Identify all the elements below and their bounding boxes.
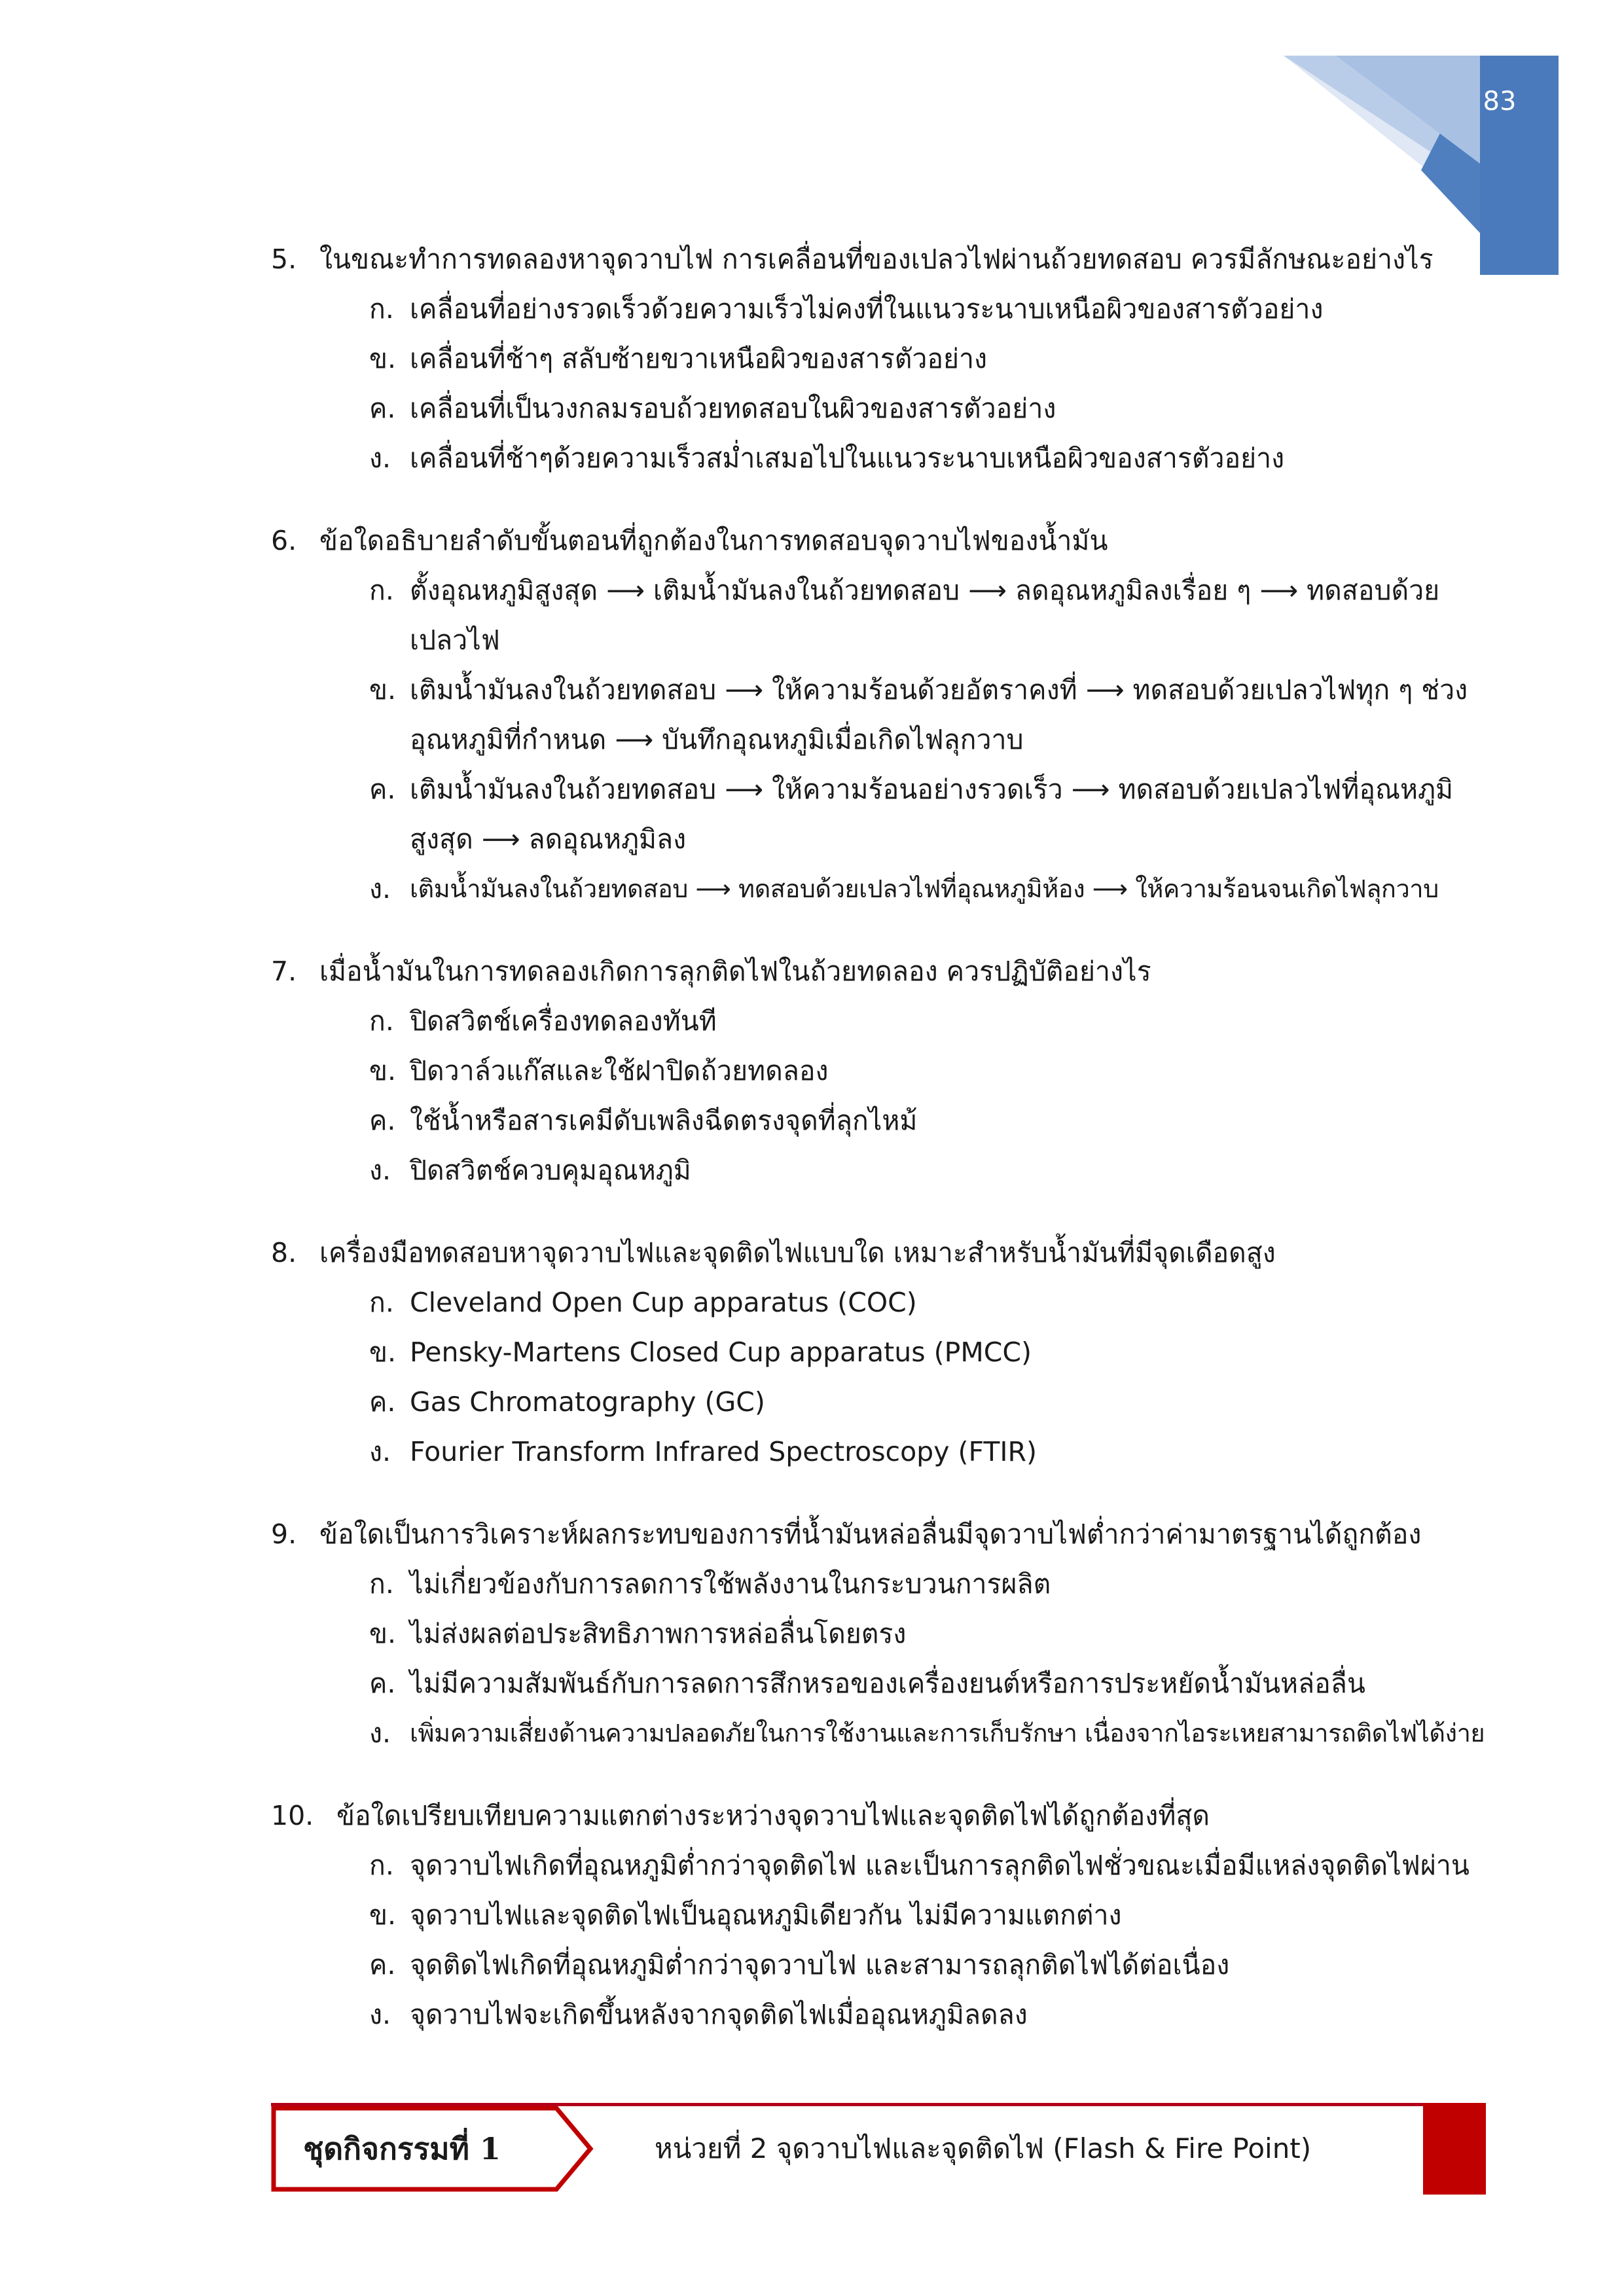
option-text: เคลื่อนที่อย่างรวดเร็วด้วยความเร็วไม่คงที่ในแนวระนาบเหนือผิวของสารตัวอย่าง: [410, 293, 1324, 325]
option: [369, 1145, 1489, 1195]
option-label: ค.: [369, 1668, 396, 1699]
option: [369, 1940, 1489, 1990]
option-label: ข.: [369, 1618, 397, 1649]
question-stem: ข้อใดเปรียบเทียบความแตกต่างระหว่างจุดวาบไฟและจุดติดไฟได้ถูกต้องที่สุด: [336, 1800, 1210, 1831]
option-label: ข.: [369, 1336, 397, 1368]
option: [369, 1840, 1489, 1890]
question-stem: เครื่องมือทดสอบหาจุดวาบไฟและจุดติดไฟแบบใด เหมาะสำหรับน้ำมันที่มีจุดเดือดสูง: [319, 1237, 1276, 1268]
question-text: [271, 1791, 1489, 1840]
question-text: [271, 516, 1489, 565]
question-5: [271, 234, 1489, 483]
option-text: Pensky-Martens Closed Cup apparatus (PMCC): [410, 1336, 1032, 1368]
option: [369, 284, 1489, 334]
option-text: จุดวาบไฟจะเกิดขึ้นหลังจากจุดติดไฟเมื่ออุณหภูมิลดลง: [410, 1999, 1028, 2030]
option: [369, 1278, 1489, 1327]
option-label: ก.: [369, 293, 394, 325]
corner-decoration: [1284, 0, 1624, 275]
option-label: ก.: [369, 1568, 394, 1600]
option-text: Fourier Transform Infrared Spectroscopy (FTIR): [410, 1436, 1037, 1467]
option: [369, 764, 1489, 864]
option: [369, 1659, 1489, 1708]
question-stem: ในขณะทำการทดลองหาจุดวาบไฟ การเคลื่อนที่ของเปลวไฟผ่านถ้วยทดสอบ ควรมีลักษณะอย่างไร: [319, 243, 1434, 275]
option-text: ไม่ส่งผลต่อประสิทธิภาพการหล่อลื่นโดยตรง: [410, 1618, 907, 1649]
question-list: [271, 234, 1489, 2072]
footer-red-tab: [1423, 2103, 1486, 2195]
option-text: เติมน้ำมันลงในถ้วยทดสอบ ⟶ ทดสอบด้วยเปลวไฟที่อุณหภูมิห้อง ⟶ ให้ความร้อนจนเกิดไฟลุกวาบ: [410, 874, 1439, 903]
page-number: 83: [1483, 86, 1517, 117]
option: [369, 433, 1489, 483]
question-number: 9.: [271, 1518, 297, 1550]
question-6: [271, 516, 1489, 914]
option-text: จุดติดไฟเกิดที่อุณหภูมิต่ำกว่าจุดวาบไฟ และสามารถลุกติดไฟได้ต่อเนื่อง: [410, 1949, 1230, 1981]
option-label: ค.: [369, 1105, 396, 1136]
option-text: จุดวาบไฟเกิดที่อุณหภูมิต่ำกว่าจุดติดไฟ และเป็นการลุกติดไฟชั่วขณะเมื่อมีแหล่งจุดติดไฟผ่าน: [410, 1850, 1470, 1881]
option-label: ง.: [369, 1717, 391, 1749]
option-label: ก.: [369, 1287, 394, 1318]
question-text: [271, 1228, 1489, 1278]
option-text: เพิ่มความเสี่ยงด้านความปลอดภัยในการใช้งานและการเก็บรักษา เนื่องจากไอระเหยสามารถติดไฟได้ง่าย: [410, 1719, 1485, 1748]
footer-activity-label: ชุดกิจกรรมที่ 1: [303, 2130, 501, 2166]
option: [369, 1096, 1489, 1145]
option: [369, 996, 1489, 1046]
option-label: ข.: [369, 1899, 397, 1931]
option-text: Cleveland Open Cup apparatus (COC): [410, 1287, 917, 1318]
option-text: จุดวาบไฟและจุดติดไฟเป็นอุณหภูมิเดียวกัน ไม่มีความแตกต่าง: [410, 1899, 1122, 1931]
option-label: ข.: [369, 1055, 397, 1086]
question-7: [271, 946, 1489, 1195]
question-number: 6.: [271, 525, 297, 556]
option-text: ตั้งอุณหภูมิสูงสุด ⟶ เติมน้ำมันลงในถ้วยทดสอบ ⟶ ลดอุณหภูมิลงเรื่อย ๆ ⟶ ทดสอบด้วยเปลวไฟ: [410, 575, 1440, 656]
option: [369, 1427, 1489, 1477]
question-number: 5.: [271, 243, 297, 275]
option: [369, 1990, 1489, 2039]
question-number: 7.: [271, 956, 297, 987]
footer-unit-title: หน่วยที่ 2 จุดวาบไฟและจุดติดไฟ (Flash & Fire Point): [655, 2132, 1312, 2164]
question-stem: ข้อใดอธิบายลำดับขั้นตอนที่ถูกต้องในการทดสอบจุดวาบไฟของน้ำมัน: [319, 525, 1108, 556]
question-stem: เมื่อน้ำมันในการทดลองเกิดการลุกติดไฟในถ้วยทดลอง ควรปฏิบัติอย่างไร: [319, 956, 1151, 987]
option-text: ไม่มีความสัมพันธ์กับการลดการสึกหรอของเครื่องยนต์หรือการประหยัดน้ำมันหล่อลื่น: [410, 1668, 1365, 1699]
option: [369, 1377, 1489, 1427]
option-text: Gas Chromatography (GC): [410, 1386, 765, 1418]
option-text: ใช้น้ำหรือสารเคมีดับเพลิงฉีดตรงจุดที่ลุกไหม้: [410, 1105, 918, 1136]
option: [369, 565, 1489, 665]
option: [369, 1890, 1489, 1940]
option-label: ค.: [369, 1949, 396, 1981]
option: [369, 384, 1489, 433]
option: [369, 1609, 1489, 1659]
option-label: ง.: [369, 873, 391, 905]
option-label: ก.: [369, 1850, 394, 1881]
option-text: เติมน้ำมันลงในถ้วยทดสอบ ⟶ ให้ความร้อนอย่างรวดเร็ว ⟶ ทดสอบด้วยเปลวไฟที่อุณหภูมิสูงสุด ⟶ ลดอุณหภูมิลง: [410, 774, 1454, 855]
question-number: 10.: [271, 1800, 314, 1831]
option-label: ง.: [369, 1155, 391, 1186]
option-text: ปิดสวิตช์เครื่องทดลองทันที: [410, 1005, 717, 1037]
option-label: ง.: [369, 1436, 391, 1467]
option-label: ค.: [369, 1386, 396, 1418]
option-label: ค.: [369, 774, 396, 805]
question-text: [271, 1509, 1489, 1559]
option: [369, 1327, 1489, 1377]
option-label: ง.: [369, 442, 391, 474]
option-text: ปิดสวิตช์ควบคุมอุณหภูมิ: [410, 1155, 691, 1186]
question-text: [271, 234, 1489, 284]
option-label: ข.: [369, 343, 397, 374]
option: [369, 665, 1489, 764]
option: [369, 1046, 1489, 1096]
option-label: ก.: [369, 1005, 394, 1037]
option-text: เคลื่อนที่ช้าๆด้วยความเร็วสม่ำเสมอไปในแนวระนาบเหนือผิวของสารตัวอย่าง: [410, 442, 1285, 474]
option-text: ปิดวาล์วแก๊สและใช้ฝาปิดถ้วยทดลอง: [410, 1055, 829, 1086]
option-label: ก.: [369, 575, 394, 606]
question-number: 8.: [271, 1237, 297, 1268]
option-label: ค.: [369, 393, 396, 424]
question-9: [271, 1509, 1489, 1758]
option-text: เคลื่อนที่ช้าๆ สลับซ้ายขวาเหนือผิวของสารตัวอย่าง: [410, 343, 988, 374]
question-8: [271, 1228, 1489, 1477]
option-text: เติมน้ำมันลงในถ้วยทดสอบ ⟶ ให้ความร้อนด้วยอัตราคงที่ ⟶ ทดสอบด้วยเปลวไฟทุก ๆ ช่วงอุณหภูมิที่กำหนด ⟶ บันทึกอุณหภูมิเมื่อเกิดไฟลุกวาบ: [410, 674, 1468, 755]
option: [369, 1708, 1489, 1758]
option-text: เคลื่อนที่เป็นวงกลมรอบถ้วยทดสอบในผิวของสารตัวอย่าง: [410, 393, 1056, 424]
option-label: ข.: [369, 674, 397, 706]
option-label: ง.: [369, 1999, 391, 2030]
question-stem: ข้อใดเป็นการวิเคราะห์ผลกระทบของการที่น้ำมันหล่อลื่นมีจุดวาบไฟต่ำกว่าค่ามาตรฐานได้ถูกต้อง: [319, 1518, 1422, 1550]
option: [369, 864, 1489, 914]
option: [369, 334, 1489, 384]
question-10: [271, 1791, 1489, 2039]
option-text: ไม่เกี่ยวข้องกับการลดการใช้พลังงานในกระบวนการผลิต: [410, 1568, 1051, 1600]
question-text: [271, 946, 1489, 996]
option: [369, 1559, 1489, 1609]
